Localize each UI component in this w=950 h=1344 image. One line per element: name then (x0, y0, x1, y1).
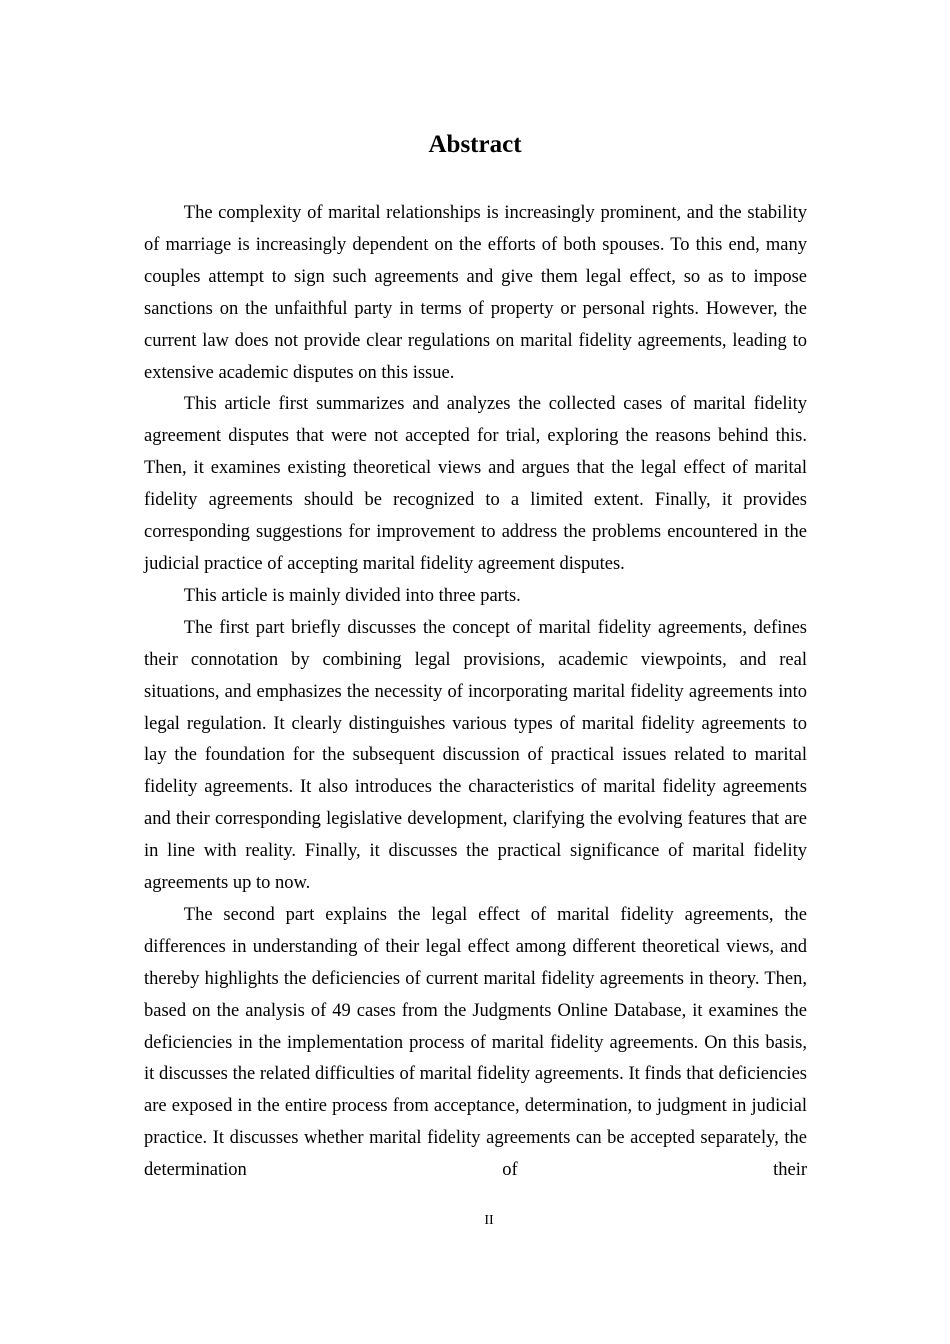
paragraph-3: This article is mainly divided into three parts. (183, 585, 521, 606)
page-title: Abstract (428, 131, 522, 158)
paragraph-4: The first part briefly discusses the concept of marital fidelity agreements, defines their connotation by combining legal provisions, academic viewpoints, and real situations, and emphasizes the necessity of incorporating marital fidelity agreements into legal regulation. It clearly distinguishes various types of marital fidelity agreements to lay the foundation for the subsequent discussion of practical issues related to marital fidelity agreements. It also introduces the characteristics of marital fidelity agreements and their corresponding legislative development, clarifying the evolving features that are in line with reality. Finally, it discusses the practical significance of marital fidelity agreements up to now. (144, 617, 807, 894)
paragraph-1: The complexity of marital relationships is increasingly prominent, and the stability of marriage is increasingly dependent on the efforts of both spouses. To this end, many couples attempt to sign such agreements and give them legal effect, so as to impose sanctions on the unfaithful party in terms of property or personal rights. However, the current law does not provide clear regulations on marital fidelity agreements, leading to extensive academic disputes on this issue. (144, 203, 807, 383)
page-number: II (484, 1213, 494, 1228)
paragraph-2: This article first summarizes and analyzes the collected cases of marital fidelity agreement disputes that were not accepted for trial, exploring the reasons behind this. Then, it examines existing theoretical views and argues that the legal effect of marital fidelity agreements should be recognized to a limited extent. Finally, it provides corresponding suggestions for improvement to address the problems encountered in the judicial practice of accepting marital fidelity agreement disputes. (144, 394, 807, 574)
paragraph-5: The second part explains the legal effect of marital fidelity agreements, the differences in understanding of their legal effect among different theoretical views, and thereby highlights the deficiencies of current marital fidelity agreements in theory. Then, based on the analysis of 49 cases from the Judgments Online Database, it examines the deficiencies in the implementation process of marital fidelity agreements. On this basis, it discusses the related difficulties of marital fidelity agreements. It finds that deficiencies are exposed in the entire process from acceptance, determination, to judgment in judicial practice. It discusses whether marital fidelity agreements can be accepted separately, the determination of their (144, 904, 807, 1181)
abstract-body (144, 198, 807, 1187)
